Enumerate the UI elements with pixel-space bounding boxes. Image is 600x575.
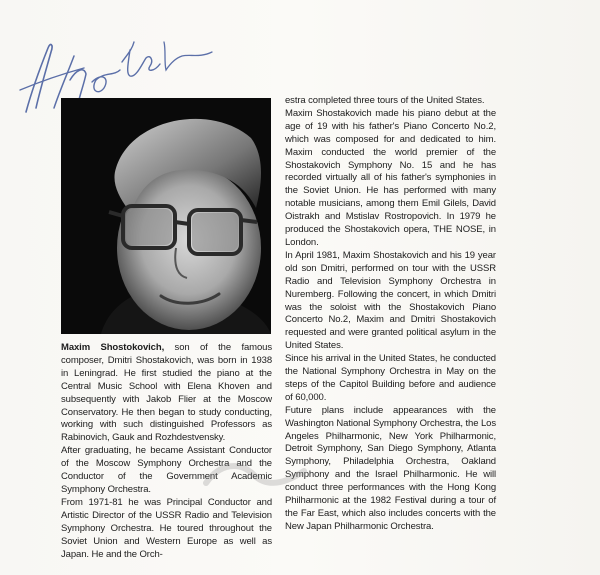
bio-paragraph: Since his arrival in the United States, he conducted the National Symphony Orchestra in May on the steps of the Capitol Building before and audience of 60,000.	[285, 353, 496, 403]
subject-name: Maxim Shostokovich,	[61, 342, 165, 353]
bio-paragraph: Maxim Shostakovich made his piano debut at the age of 19 with his father's Piano Concerto No.2, which was composed for and dedicated to him. Maxim conducted the world premier of the Shostakovich Symphony No. 15 and he has recorded virtually all of his father's symphonies in the Soviet Union. He has performed with many notable musicians, among them Emil Gilels, David Oistrakh and Mstislav Rostropovich. In 1979 he produced the Shostakovich opera, THE NOSE, in London.	[285, 107, 496, 248]
bio-paragraph: In April 1981, Maxim Shostakovich and his 19 year old son Dmitri, performed on tour with the USSR Radio and Television Symphony Orchestra in Nuremberg. Following the concert, in which Dmitri was the soloist with the Shostakovich Piano Concerto No.2, Maxim and Dmitri Shostakovich requested and were granted political asylum in the United States.	[285, 249, 496, 352]
bio-paragraph: estra completed three tours of the United States.	[285, 95, 485, 106]
bio-text: son of the famous composer, Dmitri Shostakovich, was born in 1938 in Leningrad. He first studied the piano at the Central Music School with Elena Khoven and subsequently with Jakob Flier at the Moscow Conservatory. He then began to study conducting, working with such distinguished Professors as Rabinovich, Gauk and Rozhdestvensky.	[61, 342, 272, 444]
bio-paragraph	[61, 342, 272, 445]
bio-left-column	[61, 342, 272, 561]
watermark-stamp	[200, 453, 310, 499]
portrait-image	[61, 98, 271, 334]
bio-right-column	[285, 95, 496, 534]
bio-paragraph: From 1971-81 he was Principal Conductor and Artistic Director of the USSR Radio and Television Symphony Orchestra. He toured throughout the Soviet Union and Western Europe as well as Japan. He and the Orch-	[61, 496, 272, 560]
bio-paragraph: After graduating, he became Assistant Conductor of the Moscow Symphony Orchestra and the Conductor of the Government Academic Symphony Orchestra.	[61, 445, 272, 495]
portrait-photo	[61, 98, 271, 334]
bio-paragraph: Future plans include appearances with the Washington National Symphony Orchestra, the Los Angeles Philharmonic, New York Philharmonic, Detroit Symphony, San Diego Symphony, Atlanta Symphony, Philadelphia Orchestra, Oakland Symphony and the Israel Philharmonic. He will conduct three performances with the Hong Kong Philharmonic at the 1982 Festival during a tour of the Far East, which also includes concerts with the New Japan Philharmonic Orchestra.	[285, 404, 496, 532]
